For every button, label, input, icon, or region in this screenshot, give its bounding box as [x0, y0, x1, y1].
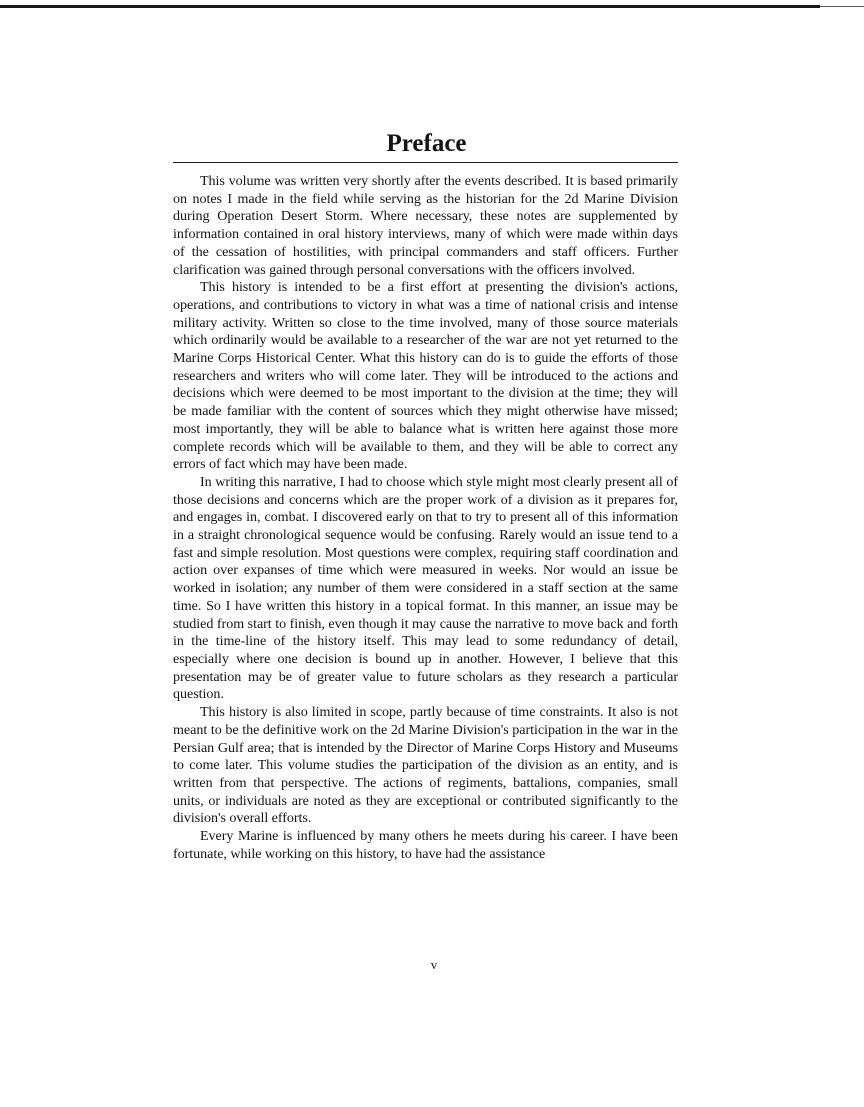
title-rule [173, 162, 678, 163]
page-title: Preface [386, 130, 467, 157]
preface-body [173, 173, 678, 863]
paragraph: This volume was written very shortly after the events described. It is based primarily on notes I made in the field while serving as the historian for the 2d Marine Division during Operation Desert Storm. Where necessary, these notes are supplemented by information contained in oral history interviews, many of which were made within days of the cessation of hostilities, with principal commanders and staff officers. Further clarification was gained through personal conversations with the officers involved. [173, 173, 678, 278]
scan-edge-tail [820, 6, 864, 7]
paragraph: This history is intended to be a first effort at presenting the division's actions, operations, and contributions to victory in what was a time of national crisis and intense military activity. Written so close to the time involved, many of those source materials which ordinarily would be available to a researcher of the war are not yet returned to the Marine Corps Historical Center. What this history can do is to guide the efforts of those researchers and writers who will come later. They will be introduced to the actions and decisions which were deemed to be most important to the division at the time; they will be made familiar with the content of sources which they might otherwise have missed; most importantly, they will be able to balance what is written here against those more complete records which will be available to them, and they will be able to correct any errors of fact which may have been made. [173, 279, 678, 473]
paragraph: Every Marine is influenced by many others he meets during his career. I have been fortunate, while working on this history, to have had the assistance [173, 828, 678, 862]
page-number: v [430, 957, 438, 972]
paragraph: In writing this narrative, I had to choose which style might most clearly present all of those decisions and concerns which are the proper work of a division as it prepares for, and engages in, combat. I discovered early on that to try to present all of this information in a straight chronological sequence would be confusing. Rarely would an issue tend to a fast and simple resolution. Most questions were complex, requiring staff coordination and action over expanses of time which were measured in weeks. Nor would an issue be worked in isolation; any number of them were considered in a staff section at the same time. So I have written this history in a topical format. In this manner, an issue may be studied from start to finish, even though it may cause the narrative to move back and forth in the time-line of the history itself. This may lead to some redundancy of detail, especially where one decision is bound up in another. However, I believe that this presentation may be of greater value to future scholars as they research a particular question. [173, 473, 678, 703]
scan-edge-line [0, 5, 820, 8]
document-page [173, 126, 678, 863]
paragraph: This history is also limited in scope, partly because of time constraints. It also is not meant to be the definitive work on the 2d Marine Division's participation in the war in the Persian Gulf area; that is intended by the Director of Marine Corps History and Museums to come later. This volume studies the participation of the division as an entity, and is written from that perspective. The actions of regiments, battalions, companies, small units, or individuals are noted as they are exceptional or contributed significantly to the division's overall efforts. [173, 704, 678, 827]
